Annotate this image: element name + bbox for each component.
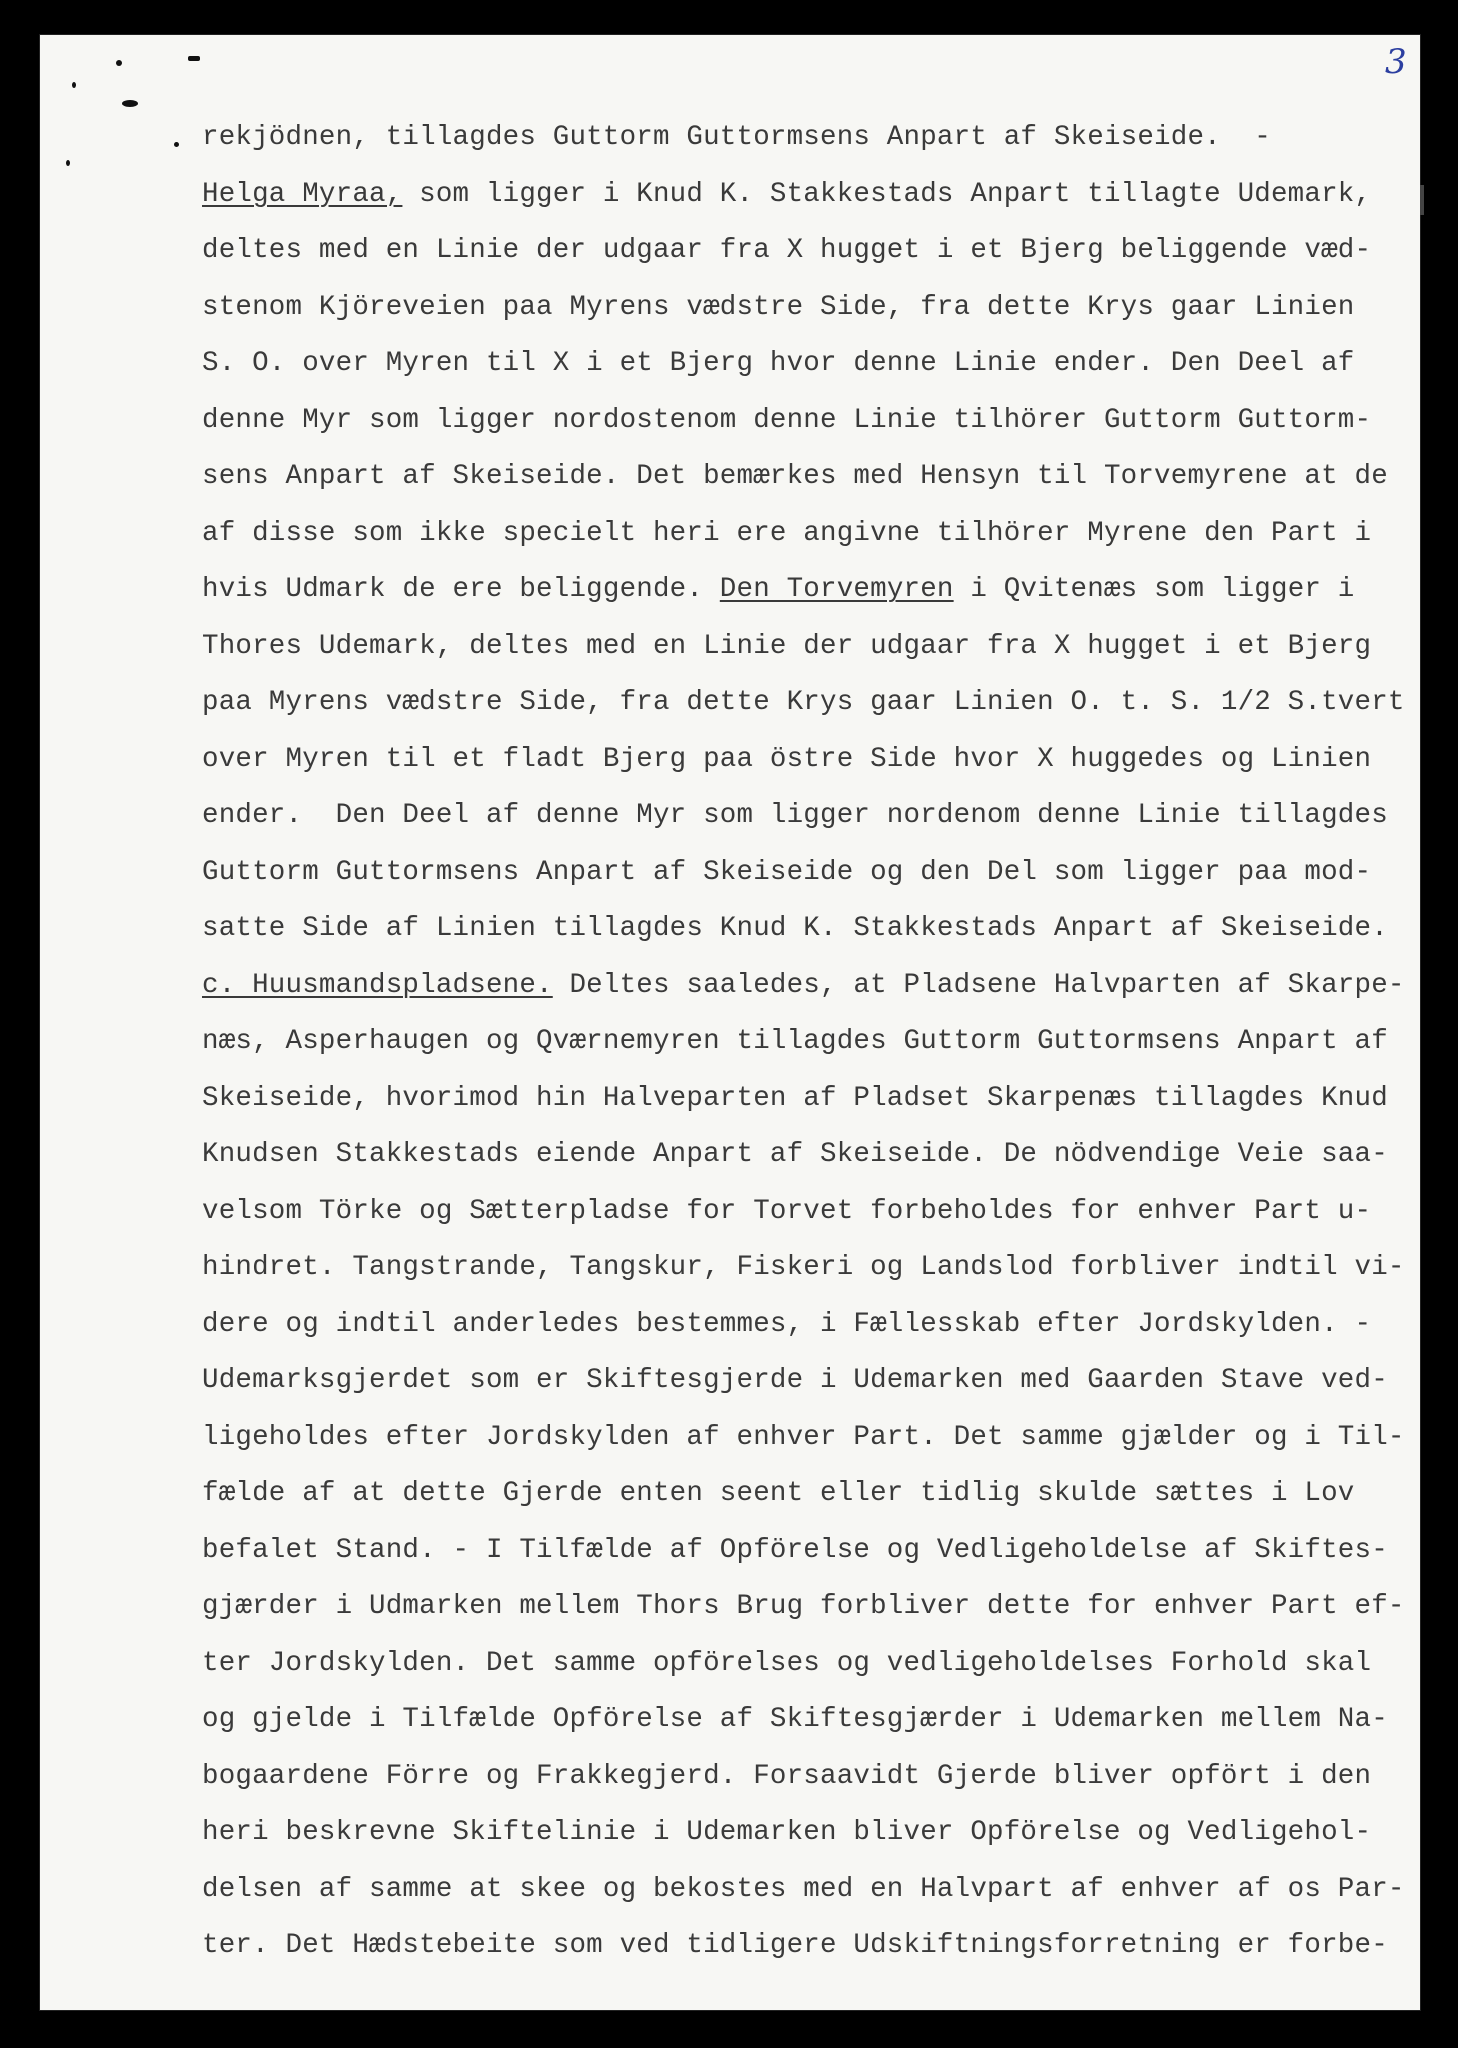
text-line: Helga Myraa, som ligger i Knud K. Stakkestads Anpart tillagte Udemark, [202, 178, 1372, 210]
text-line: denne Myr som ligger nordostenom denne Linie tilhörer Guttorm Guttorm- [202, 404, 1372, 436]
scan-speck [122, 100, 138, 107]
underlined-heading: c. Huusmandspladsene. [202, 969, 553, 1001]
scan-speck [72, 82, 76, 88]
text-line: paa Myrens vædstre Side, fra dette Krys gaar Linien O. t. S. 1/2 S.tvert [202, 687, 1405, 718]
underlined-heading: Den Torvemyren [719, 574, 954, 605]
text-line: hvis Udmark de ere beliggende. Den Torvemyren i Qvitenæs som ligger i [202, 574, 1355, 605]
text-line: satte Side af Linien tillagdes Knud K. Stakkestads Anpart af Skeiseide. [202, 913, 1388, 944]
underlined-heading: Helga Myraa, [202, 178, 403, 210]
text-line: Knudsen Stakkestads eiende Anpart af Skeiseide. De nödvendige Veie saa- [202, 1139, 1388, 1170]
text-line: Thores Udemark, deltes med en Linie der udgaar fra X hugget i et Bjerg [202, 630, 1372, 662]
text-line: heri beskrevne Skiftelinie i Udemarken bliver Opförelse og Vedligehol- [202, 1817, 1372, 1848]
scan-speck [188, 56, 200, 61]
text-line: dere og indtil anderledes bestemmes, i Fællesskab efter Jordskylden. - [202, 1308, 1372, 1340]
text-line: Udemarksgjerdet som er Skiftesgjerde i Udemarken med Gaarden Stave ved- [202, 1365, 1388, 1396]
text-line: deltes med en Linie der udgaar fra X hugget i et Bjerg beliggende væd- [202, 235, 1372, 266]
scan-speck [174, 142, 179, 147]
text-line: rekjödnen, tillagdes Guttorm Guttormsens Anpart af Skeiseide. - [202, 122, 1271, 153]
scan-speck [116, 60, 122, 66]
text-line: stenom Kjöreveien paa Myrens vædstre Side, fra dette Krys gaar Linien [202, 291, 1355, 323]
text-line: over Myren til et fladt Bjerg paa östre Side hvor X huggedes og Linien [202, 743, 1372, 775]
text-line: delsen af samme at skee og bekostes med en Halvpart af enhver af os Par- [202, 1873, 1405, 1905]
text-line: Guttorm Guttormsens Anpart af Skeiseide og den Del som ligger paa mod- [202, 856, 1372, 888]
text-line: sens Anpart af Skeiseide. Det bemærkes med Hensyn til Torvemyrene at de [202, 461, 1388, 492]
text-line: Skeiseide, hvorimod hin Halveparten af Pladset Skarpenæs tillagdes Knud [202, 1082, 1388, 1114]
page-number: 3 [1385, 42, 1407, 82]
text-line: ender. Den Deel af denne Myr som ligger nordenom denne Linie tillagdes [202, 800, 1388, 831]
text-line: ter Jordskylden. Det samme opförelses og vedligeholdelses Forhold skal [202, 1647, 1372, 1679]
text-line: ligeholdes efter Jordskylden af enhver Part. Det samme gjælder og i Til- [202, 1421, 1405, 1453]
text-line: hindret. Tangstrande, Tangskur, Fiskeri og Landslod forbliver indtil vi- [202, 1252, 1405, 1283]
text-line: S. O. over Myren til X i et Bjerg hvor denne Linie ender. Den Deel af [202, 348, 1355, 379]
text-line: og gjelde i Tilfælde Opförelse af Skiftesgjærder i Udemarken mellem Na- [202, 1704, 1388, 1735]
text-line: fælde af at dette Gjerde enten seent eller tidlig skulde sættes i Lov [202, 1478, 1355, 1509]
typed-text-body [202, 110, 1432, 1975]
text-line: bogaardene Förre og Frakkegjerd. Forsaavidt Gjerde bliver opfört i den [202, 1760, 1372, 1792]
text-line: velsom Törke og Sætterpladse for Torvet forbeholdes for enhver Part u- [202, 1195, 1372, 1227]
text-line: af disse som ikke specielt heri ere angivne tilhörer Myrene den Part i [202, 517, 1372, 549]
text-line: ter. Det Hædstebeite som ved tidligere Udskiftningsforretning er forbe- [202, 1930, 1388, 1961]
scan-speck [66, 160, 70, 166]
text-line: næs, Asperhaugen og Qværnemyren tillagdes Guttorm Guttormsens Anpart af [202, 1026, 1388, 1057]
text-line: c. Huusmandspladsene. Deltes saaledes, at Pladsene Halvparten af Skarpe- [202, 969, 1405, 1001]
text-line: gjærder i Udmarken mellem Thors Brug forbliver dette for enhver Part ef- [202, 1591, 1405, 1622]
text-line: befalet Stand. - I Tilfælde af Opförelse og Vedligeholdelse af Skiftes- [202, 1534, 1388, 1566]
